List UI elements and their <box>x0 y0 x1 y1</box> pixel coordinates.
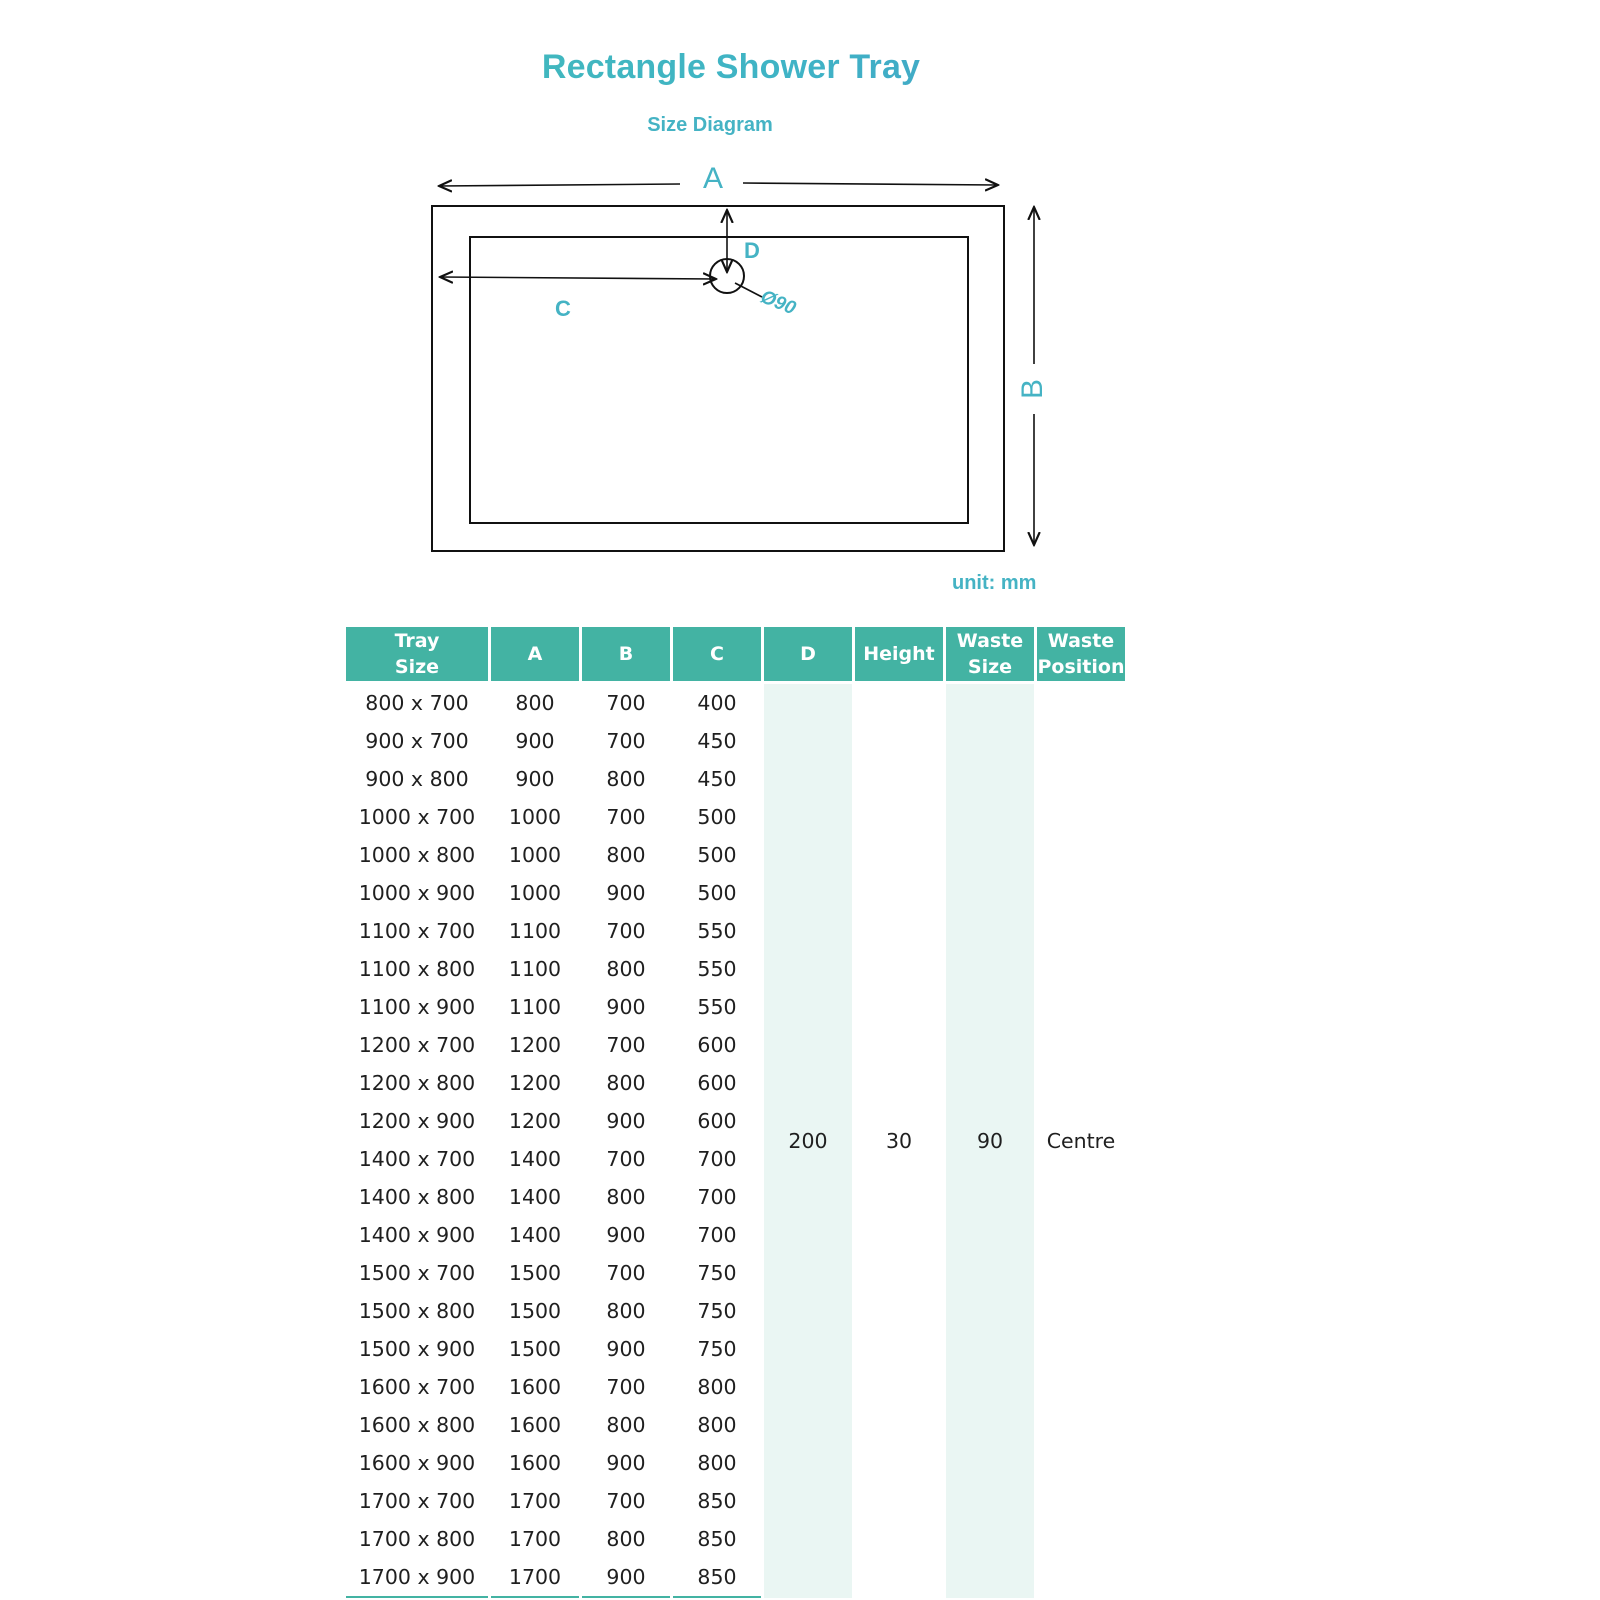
tray-inner-outline <box>470 237 968 523</box>
cell-b: 900 <box>582 1558 670 1598</box>
dimension-c-label: C <box>555 296 571 321</box>
cell-c: 450 <box>697 767 737 791</box>
cell-a: 1500 <box>508 1261 562 1285</box>
header-tray-size <box>346 627 488 684</box>
header-waste-size-line2: Size <box>967 656 1013 678</box>
cell-b: 800 <box>606 1071 646 1095</box>
cell-c: 550 <box>697 919 737 943</box>
cell-tray-size: 1000 x 900 <box>358 881 476 905</box>
cell-b: 700 <box>606 1261 646 1285</box>
cell-a: 800 <box>515 691 555 715</box>
waste-diameter-label: Ø90 <box>757 286 799 320</box>
cell-c: 750 <box>697 1299 737 1323</box>
cell-a: 1500 <box>508 1299 562 1323</box>
cell-a: 1400 <box>508 1147 562 1171</box>
cell-tray-size: 1100 x 800 <box>358 957 476 981</box>
cell-tray-size: 1500 x 900 <box>358 1337 476 1361</box>
cell-a: 1400 <box>508 1185 562 1209</box>
cell-a: 900 <box>515 767 555 791</box>
cell-b: 700 <box>606 1375 646 1399</box>
cell-waste-position: Centre <box>1037 684 1125 1598</box>
dimension-b-label: B <box>1015 378 1049 400</box>
cell-b: 800 <box>606 843 646 867</box>
cell-a: 1600 <box>508 1451 562 1475</box>
cell-d: 200 <box>764 684 852 1598</box>
cell-b: 700 <box>606 1489 646 1513</box>
cell-c: 800 <box>697 1413 737 1437</box>
header-a: A <box>491 627 579 684</box>
cell-a: 1000 <box>508 881 562 905</box>
unit-label: unit: mm <box>952 572 1037 594</box>
cell-tray-size: 1000 x 800 <box>358 843 476 867</box>
cell-b: 900 <box>606 995 646 1019</box>
cell-b: 900 <box>606 881 646 905</box>
header-b: B <box>582 627 670 684</box>
dimension-a-label: A <box>702 162 724 195</box>
cell-tray-size: 1200 x 800 <box>358 1071 476 1095</box>
cell-tray-size: 1600 x 900 <box>358 1451 476 1475</box>
cell-height: 30 <box>855 684 943 1598</box>
cell-b: 800 <box>606 1413 646 1437</box>
header-tray-size-line2: Size <box>394 656 440 678</box>
page-title: Rectangle Shower Tray <box>0 48 1462 87</box>
cell-a: 1600 <box>508 1375 562 1399</box>
cell-c: 850 <box>697 1489 737 1513</box>
tray-outer-outline <box>432 206 1004 551</box>
cell-b: 900 <box>606 1223 646 1247</box>
cell-tray-size: 1700 x 900 <box>346 1558 488 1598</box>
header-waste-size-line1: Waste <box>956 630 1024 652</box>
cell-c: 600 <box>697 1071 737 1095</box>
cell-a: 1100 <box>508 919 562 943</box>
cell-c: 450 <box>697 729 737 753</box>
cell-a: 1100 <box>508 957 562 981</box>
cell-a: 1700 <box>491 1558 579 1598</box>
cell-c: 700 <box>697 1223 737 1247</box>
cell-b: 900 <box>606 1337 646 1361</box>
cell-c: 750 <box>697 1337 737 1361</box>
header-d: D <box>764 627 852 684</box>
cell-c: 500 <box>697 805 737 829</box>
cell-tray-size: 1500 x 800 <box>358 1299 476 1323</box>
cell-a: 1700 <box>508 1527 562 1551</box>
cell-tray-size: 1400 x 900 <box>358 1223 476 1247</box>
cell-tray-size: 1400 x 700 <box>358 1147 476 1171</box>
tray-size-diagram <box>0 0 1600 600</box>
cell-tray-size: 900 x 700 <box>365 729 469 753</box>
cell-c: 800 <box>697 1375 737 1399</box>
cell-a: 1200 <box>508 1071 562 1095</box>
cell-tray-size: 1700 x 800 <box>358 1527 476 1551</box>
cell-c: 500 <box>697 843 737 867</box>
cell-b: 700 <box>606 1033 646 1057</box>
cell-tray-size: 1400 x 800 <box>358 1185 476 1209</box>
cell-c: 550 <box>697 995 737 1019</box>
cell-tray-size: 800 x 700 <box>365 691 469 715</box>
cell-b: 800 <box>606 1527 646 1551</box>
cell-b: 700 <box>606 919 646 943</box>
dimension-a-arrow-right <box>743 183 998 185</box>
header-waste-position-line2: Position <box>1037 656 1125 678</box>
size-table <box>343 627 1128 1598</box>
cell-c: 400 <box>697 691 737 715</box>
dimension-c-arrow <box>440 277 716 279</box>
cell-waste-size: 90 <box>946 684 1034 1598</box>
header-height: Height <box>855 627 943 684</box>
header-waste-position <box>1037 627 1125 684</box>
size-table-header-row <box>346 627 1125 684</box>
cell-tray-size: 1100 x 700 <box>358 919 476 943</box>
cell-tray-size: 1200 x 700 <box>358 1033 476 1057</box>
cell-b: 700 <box>606 729 646 753</box>
cell-b: 800 <box>606 1185 646 1209</box>
cell-b: 800 <box>606 1299 646 1323</box>
cell-b: 800 <box>606 767 646 791</box>
cell-a: 1000 <box>508 805 562 829</box>
cell-a: 1600 <box>508 1413 562 1437</box>
cell-a: 1200 <box>508 1109 562 1133</box>
cell-a: 900 <box>515 729 555 753</box>
header-c: C <box>673 627 761 684</box>
size-table-body <box>346 684 1125 1598</box>
cell-tray-size: 900 x 800 <box>365 767 469 791</box>
cell-tray-size: 1700 x 700 <box>358 1489 476 1513</box>
cell-a: 1400 <box>508 1223 562 1247</box>
cell-c: 750 <box>697 1261 737 1285</box>
cell-a: 1500 <box>508 1337 562 1361</box>
cell-b: 800 <box>606 957 646 981</box>
waste-diameter-leader <box>735 283 762 297</box>
cell-b: 900 <box>606 1451 646 1475</box>
cell-tray-size: 1600 x 800 <box>358 1413 476 1437</box>
cell-tray-size: 1500 x 700 <box>358 1261 476 1285</box>
table-row <box>346 684 1125 722</box>
cell-c: 850 <box>697 1527 737 1551</box>
cell-c: 500 <box>697 881 737 905</box>
cell-c: 600 <box>697 1033 737 1057</box>
dimension-a-arrow-left <box>439 184 680 186</box>
dimension-d-label: D <box>744 238 760 263</box>
cell-tray-size: 1100 x 900 <box>358 995 476 1019</box>
cell-tray-size: 1200 x 900 <box>358 1109 476 1133</box>
cell-c: 850 <box>673 1558 761 1598</box>
cell-b: 900 <box>606 1109 646 1133</box>
cell-c: 600 <box>697 1109 737 1133</box>
cell-c: 700 <box>697 1185 737 1209</box>
cell-tray-size: 1000 x 700 <box>358 805 476 829</box>
cell-a: 1700 <box>508 1489 562 1513</box>
cell-b: 700 <box>606 805 646 829</box>
cell-a: 1200 <box>508 1033 562 1057</box>
diagram-subtitle: Size Diagram <box>647 114 773 136</box>
cell-a: 1100 <box>508 995 562 1019</box>
cell-b: 700 <box>606 691 646 715</box>
cell-c: 550 <box>697 957 737 981</box>
cell-a: 1000 <box>508 843 562 867</box>
cell-c: 700 <box>697 1147 737 1171</box>
cell-c: 800 <box>697 1451 737 1475</box>
cell-b: 700 <box>606 1147 646 1171</box>
header-waste-size <box>946 627 1034 684</box>
cell-tray-size: 1600 x 700 <box>358 1375 476 1399</box>
header-tray-size-line1: Tray <box>394 630 440 652</box>
header-waste-position-line1: Waste <box>1047 630 1115 652</box>
